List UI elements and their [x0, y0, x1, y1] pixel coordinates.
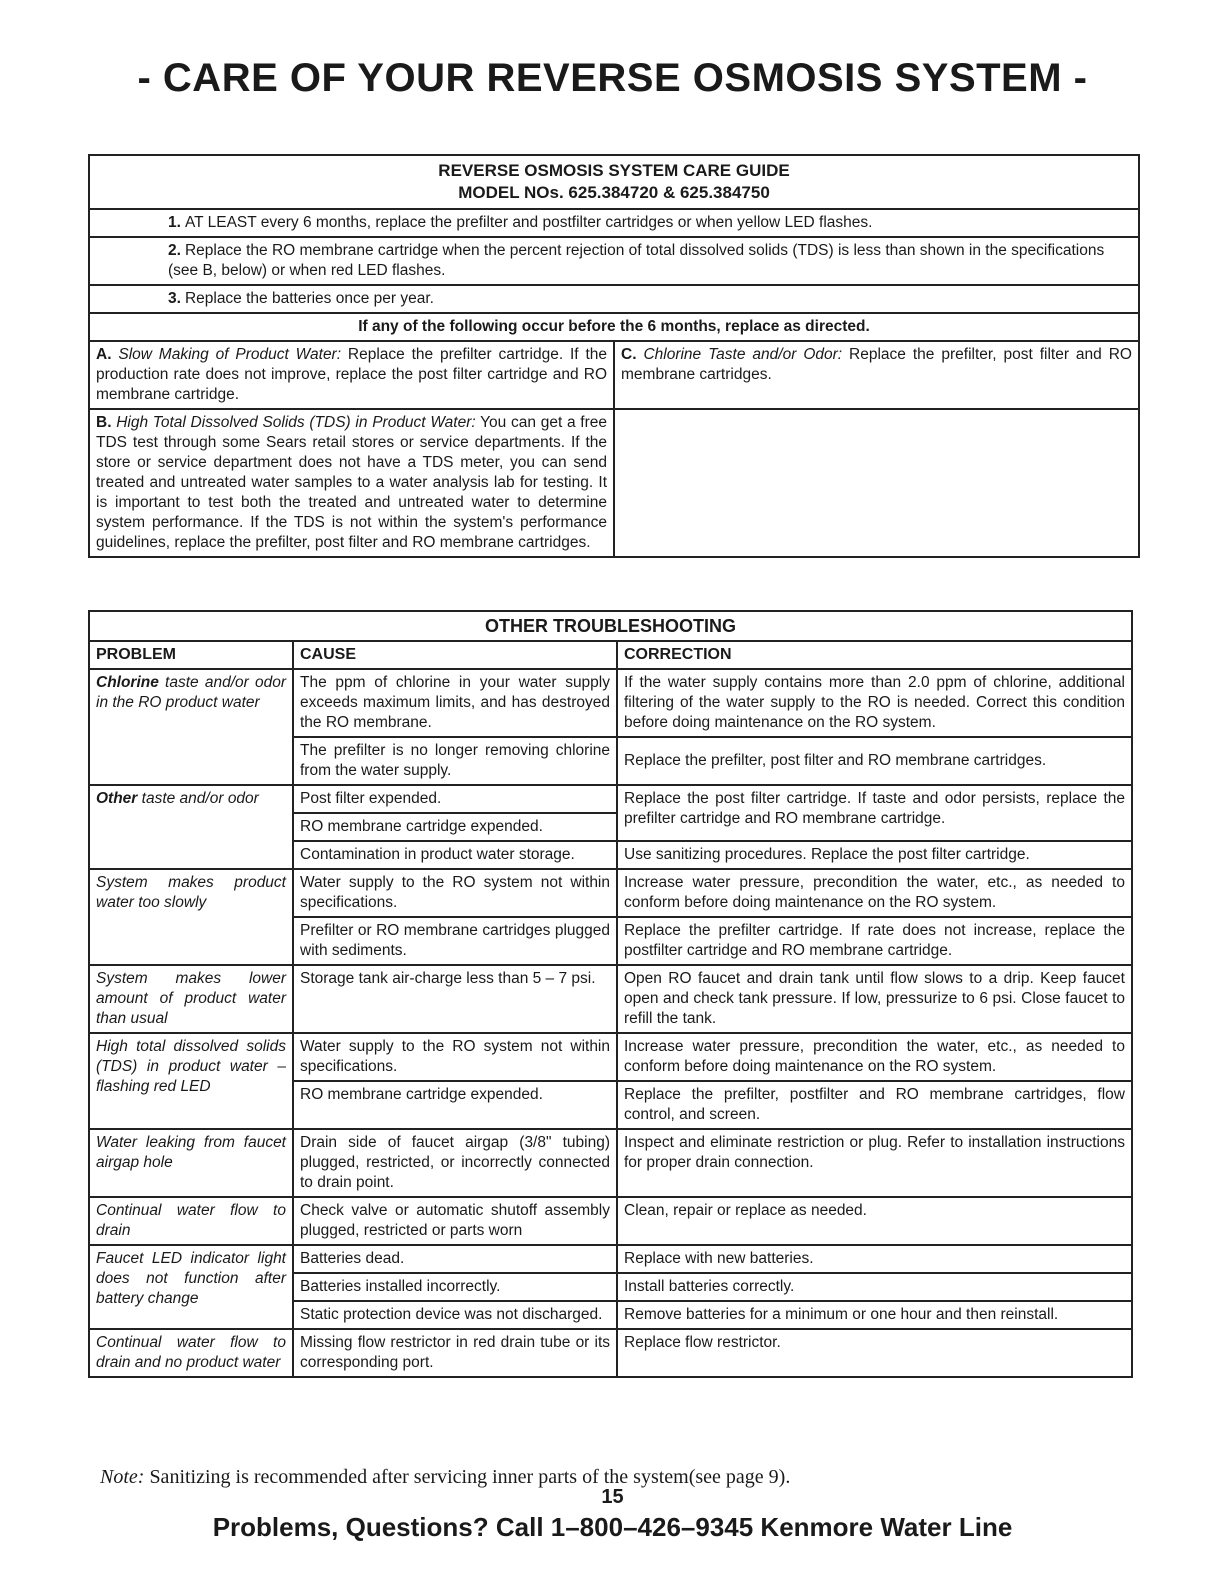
correction-cell: Replace flow restrictor. — [617, 1329, 1132, 1377]
note-label: Note: — [100, 1466, 145, 1488]
correction-cell: Remove batteries for a minimum or one hour and then reinstall. — [617, 1301, 1132, 1329]
cause-cell: Check valve or automatic shutoff assembly plugged, restricted or parts worn — [293, 1197, 617, 1245]
cause-cell: Contamination in product water storage. — [293, 841, 617, 869]
cause-cell: Prefilter or RO membrane cartridges plugged with sediments. — [293, 917, 617, 965]
care-step-text: Replace the RO membrane cartridge when the percent rejection of total dissolved solids (TDS) is less than shown in the specifications (see B, below) or when red LED flashes. — [168, 242, 1105, 279]
cause-cell: The ppm of chlorine in your water supply exceeds maximum limits, and has destroyed the RO membrane. — [293, 669, 617, 737]
problem-cell: Water leaking from faucet airgap hole — [89, 1129, 293, 1197]
correction-cell: Open RO faucet and drain tank until flow slows to a drip. Keep faucet open and check tank pressure. If low, pressurize to 6 psi. Close faucet to refill the tank. — [617, 965, 1132, 1033]
care-item-text: Replace the prefilter cartridge. If the production rate does not improve, replace the post filter cartridge and RO membrane cartridge. — [96, 346, 608, 403]
problem-cell: Continual water flow to drain and no product water — [89, 1329, 293, 1377]
problem-cell: High total dissolved solids (TDS) in product water – flashing red LED — [89, 1033, 293, 1129]
cause-cell: Water supply to the RO system not within specifications. — [293, 1033, 617, 1081]
care-step — [89, 237, 1139, 285]
problem-text: taste and/or odor in the RO product water — [96, 674, 286, 711]
care-step-number: 3. — [168, 290, 181, 307]
care-item-letter: C. — [621, 346, 637, 363]
care-item-b — [89, 409, 614, 557]
care-step-text: Replace the batteries once per year. — [184, 290, 434, 307]
problem-cell: System makes lower amount of product water than usual — [89, 965, 293, 1033]
troubleshooting-title: OTHER TROUBLESHOOTING — [89, 611, 1132, 641]
care-step — [89, 285, 1139, 313]
cause-cell: RO membrane cartridge expended. — [293, 813, 617, 841]
cause-cell: Missing flow restrictor in red drain tube or its corresponding port. — [293, 1329, 617, 1377]
correction-cell: Replace the prefilter, postfilter and RO membrane cartridges, flow control, and screen. — [617, 1081, 1132, 1129]
correction-cell: Replace the prefilter, post filter and RO membrane cartridges. — [617, 737, 1132, 785]
problem-keyword: Chlorine — [96, 674, 159, 691]
care-item-title: Chlorine Taste and/or Odor: — [643, 346, 843, 363]
problem-cell: System makes product water too slowly — [89, 869, 293, 965]
correction-cell: Use sanitizing procedures. Replace the post filter cartridge. — [617, 841, 1132, 869]
cause-cell: RO membrane cartridge expended. — [293, 1081, 617, 1129]
cause-cell: Drain side of faucet airgap (3/8" tubing) plugged, restricted, or incorrectly connected to drain point. — [293, 1129, 617, 1197]
care-guide-models: MODEL NOs. 625.384720 & 625.384750 — [458, 183, 770, 202]
care-step-number: 2. — [168, 242, 181, 259]
cause-cell: Batteries dead. — [293, 1245, 617, 1273]
care-item-title: High Total Dissolved Solids (TDS) in Product Water: — [116, 414, 476, 431]
occur-heading: If any of the following occur before the 6 months, replace as directed. — [89, 313, 1139, 341]
care-guide-title: REVERSE OSMOSIS SYSTEM CARE GUIDE — [438, 161, 790, 180]
correction-cell: Replace the post filter cartridge. If taste and odor persists, replace the prefilter cartridge and RO membrane cartridge. — [617, 785, 1132, 841]
cause-cell: Storage tank air-charge less than 5 – 7 psi. — [293, 965, 617, 1033]
correction-cell: Replace the prefilter cartridge. If rate does not increase, replace the postfilter cartridge and RO membrane cartridge. — [617, 917, 1132, 965]
problem-cell — [89, 669, 293, 785]
care-item-letter: B. — [96, 414, 112, 431]
problem-cell — [89, 785, 293, 869]
care-item-a — [89, 341, 614, 409]
cause-cell: Post filter expended. — [293, 785, 617, 813]
problem-header: PROBLEM — [89, 641, 293, 669]
problem-keyword: Other — [96, 790, 138, 807]
care-step-text: AT LEAST every 6 months, replace the prefilter and postfilter cartridges or when yellow LED flashes. — [184, 214, 873, 231]
correction-cell: Replace with new batteries. — [617, 1245, 1132, 1273]
problem-cell: Continual water flow to drain — [89, 1197, 293, 1245]
problem-cell: Faucet LED indicator light does not function after battery change — [89, 1245, 293, 1329]
footer-hotline: Problems, Questions? Call 1–800–426–9345 Kenmore Water Line — [212, 1512, 1013, 1542]
care-guide-table — [88, 154, 1140, 558]
note-text: Sanitizing is recommended after servicing inner parts of the system(see page 9). — [144, 1466, 791, 1488]
care-item-text: You can get a free TDS test through some Sears retail stores or service departments. If the store or service department does not have a TDS meter, you can send treated and untreated water samples to a water analysis lab for testing. It is important to test both the treated and untreated water to determine system performance. If the TDS is not within the system's performance guidelines, replace the prefilter, post filter and RO membrane cartridges. — [96, 414, 608, 551]
correction-header: CORRECTION — [617, 641, 1132, 669]
correction-cell: If the water supply contains more than 2.0 ppm of chlorine, additional filtering of the water supply to the RO is needed. Correct this condition before doing maintenance on the RO system. — [617, 669, 1132, 737]
correction-cell: Increase water pressure, precondition the water, etc., as needed to conform before doing maintenance on the RO system. — [617, 869, 1132, 917]
cause-cell: Static protection device was not discharged. — [293, 1301, 617, 1329]
cause-cell: The prefilter is no longer removing chlorine from the water supply. — [293, 737, 617, 785]
care-item-c — [614, 341, 1139, 409]
correction-cell: Install batteries correctly. — [617, 1273, 1132, 1301]
care-item-letter: A. — [96, 346, 112, 363]
cause-header: CAUSE — [293, 641, 617, 669]
cause-cell: Batteries installed incorrectly. — [293, 1273, 617, 1301]
problem-text: taste and/or odor — [137, 790, 259, 807]
care-item-text: Replace the prefilter, post filter and RO membrane cartridges. — [621, 346, 1132, 383]
page-title: - CARE OF YOUR REVERSE OSMOSIS SYSTEM - — [137, 56, 1088, 100]
correction-cell: Increase water pressure, precondition the water, etc., as needed to conform before doing maintenance on the RO system. — [617, 1033, 1132, 1081]
care-step-number: 1. — [168, 214, 181, 231]
care-item-title: Slow Making of Product Water: — [118, 346, 342, 363]
care-guide-heading — [89, 155, 1139, 209]
troubleshooting-table — [88, 610, 1133, 1378]
page-number: 15 — [601, 1486, 624, 1508]
correction-cell: Inspect and eliminate restriction or plug. Refer to installation instructions for proper drain connection. — [617, 1129, 1132, 1197]
correction-cell: Clean, repair or replace as needed. — [617, 1197, 1132, 1245]
care-step — [89, 209, 1139, 237]
empty-cell — [614, 409, 1139, 557]
cause-cell: Water supply to the RO system not within specifications. — [293, 869, 617, 917]
